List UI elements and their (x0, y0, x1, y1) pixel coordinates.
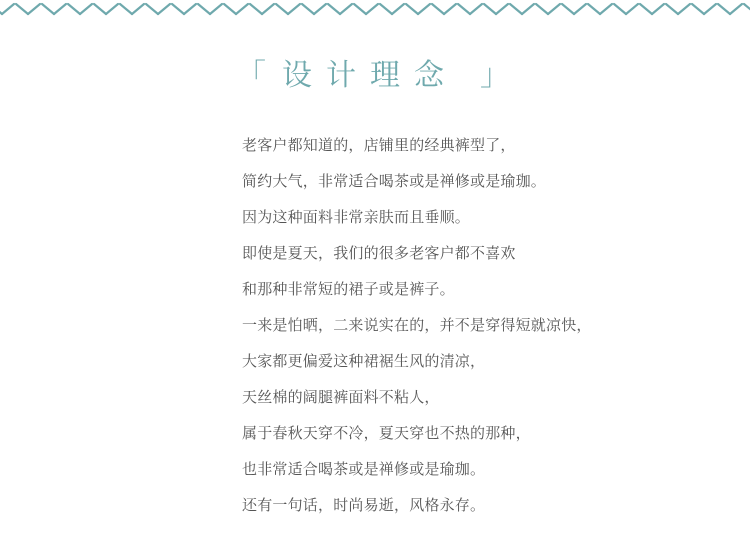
chevron-stroke (42, 4, 54, 14)
chevron-stroke (678, 4, 690, 14)
chevron-stroke (2, 4, 14, 14)
text-line: 天丝棉的阔腿裤面料不粘人， (242, 388, 440, 406)
chevron-stroke (262, 4, 274, 14)
chevron-stroke (458, 4, 470, 14)
text-line: 一来是怕晒，二来说实在的，并不是穿得短就凉快， (242, 316, 592, 334)
chevron-stroke (106, 4, 118, 14)
text-line: 和那种非常短的裙子或是裤子。 (242, 280, 455, 298)
title-left-bracket: 「 (236, 58, 266, 93)
chevron-stroke (172, 4, 184, 14)
chevron-stroke (704, 4, 716, 14)
decorative-chevron-border (0, 0, 750, 22)
chevron-stroke (68, 4, 80, 14)
text-line: 属于春秋天穿不冷，夏天穿也不热的那种， (242, 424, 531, 442)
title-text: 设计理念 (282, 58, 458, 93)
chevron-stroke (158, 4, 170, 14)
chevron-stroke (210, 4, 222, 14)
chevron-stroke (184, 4, 196, 14)
chevron-stroke (236, 4, 248, 14)
text-line: 老客户都知道的，店铺里的经典裤型了， (242, 136, 516, 154)
chevron-stroke (54, 4, 66, 14)
chevron-stroke (392, 4, 404, 14)
chevron-stroke (198, 4, 210, 14)
chevron-stroke (588, 4, 600, 14)
chevron-stroke (470, 4, 482, 14)
chevron-stroke (522, 4, 534, 14)
chevron-stroke (16, 4, 28, 14)
chevron-stroke (328, 4, 340, 14)
chevron-stroke (288, 4, 300, 14)
chevron-stroke (484, 4, 496, 14)
chevron-stroke (366, 4, 378, 14)
chevron-stroke (94, 4, 106, 14)
chevron-stroke (276, 4, 288, 14)
chevron-stroke (418, 4, 430, 14)
chevron-stroke (718, 4, 730, 14)
chevron-stroke (0, 4, 2, 14)
chevron-stroke (730, 4, 742, 14)
chevron-stroke (432, 4, 444, 14)
chevron-stroke (666, 4, 678, 14)
title-right-bracket: 」 (480, 58, 510, 93)
chevron-stroke (406, 4, 418, 14)
text-line: 大家都更偏爱这种裙裾生风的清凉， (242, 352, 486, 370)
chevron-stroke (548, 4, 560, 14)
chevron-stroke (250, 4, 262, 14)
chevron-stroke (354, 4, 366, 14)
chevron-stroke (562, 4, 574, 14)
chevron-stroke (692, 4, 704, 14)
chevron-stroke (120, 4, 132, 14)
chevron-stroke (652, 4, 664, 14)
chevron-stroke (132, 4, 144, 14)
text-line: 因为这种面料非常亲肤而且垂顺。 (242, 208, 471, 226)
chevron-stroke (380, 4, 392, 14)
text-line: 还有一句话，时尚易逝，风格永存。 (242, 496, 486, 514)
chevron-stroke (314, 4, 326, 14)
text-line: 简约大气，非常适合喝茶或是禅修或是瑜珈。 (242, 172, 547, 190)
chevron-stroke (536, 4, 548, 14)
chevron-stroke (146, 4, 158, 14)
section-title (0, 56, 750, 100)
chevron-stroke (302, 4, 314, 14)
chevron-stroke (80, 4, 92, 14)
chevron-stroke (614, 4, 626, 14)
chevron-stroke (574, 4, 586, 14)
chevron-stroke (744, 4, 750, 14)
design-philosophy-text (242, 133, 742, 529)
chevron-stroke (444, 4, 456, 14)
chevron-stroke (510, 4, 522, 14)
chevron-stroke (496, 4, 508, 14)
text-line: 即使是夏天，我们的很多老客户都不喜欢 (242, 244, 516, 262)
chevron-stroke (224, 4, 236, 14)
chevron-stroke (600, 4, 612, 14)
chevron-stroke (340, 4, 352, 14)
text-line: 也非常适合喝茶或是禅修或是瑜珈。 (242, 460, 486, 478)
chevron-stroke (626, 4, 638, 14)
chevron-stroke (28, 4, 40, 14)
chevron-stroke (640, 4, 652, 14)
